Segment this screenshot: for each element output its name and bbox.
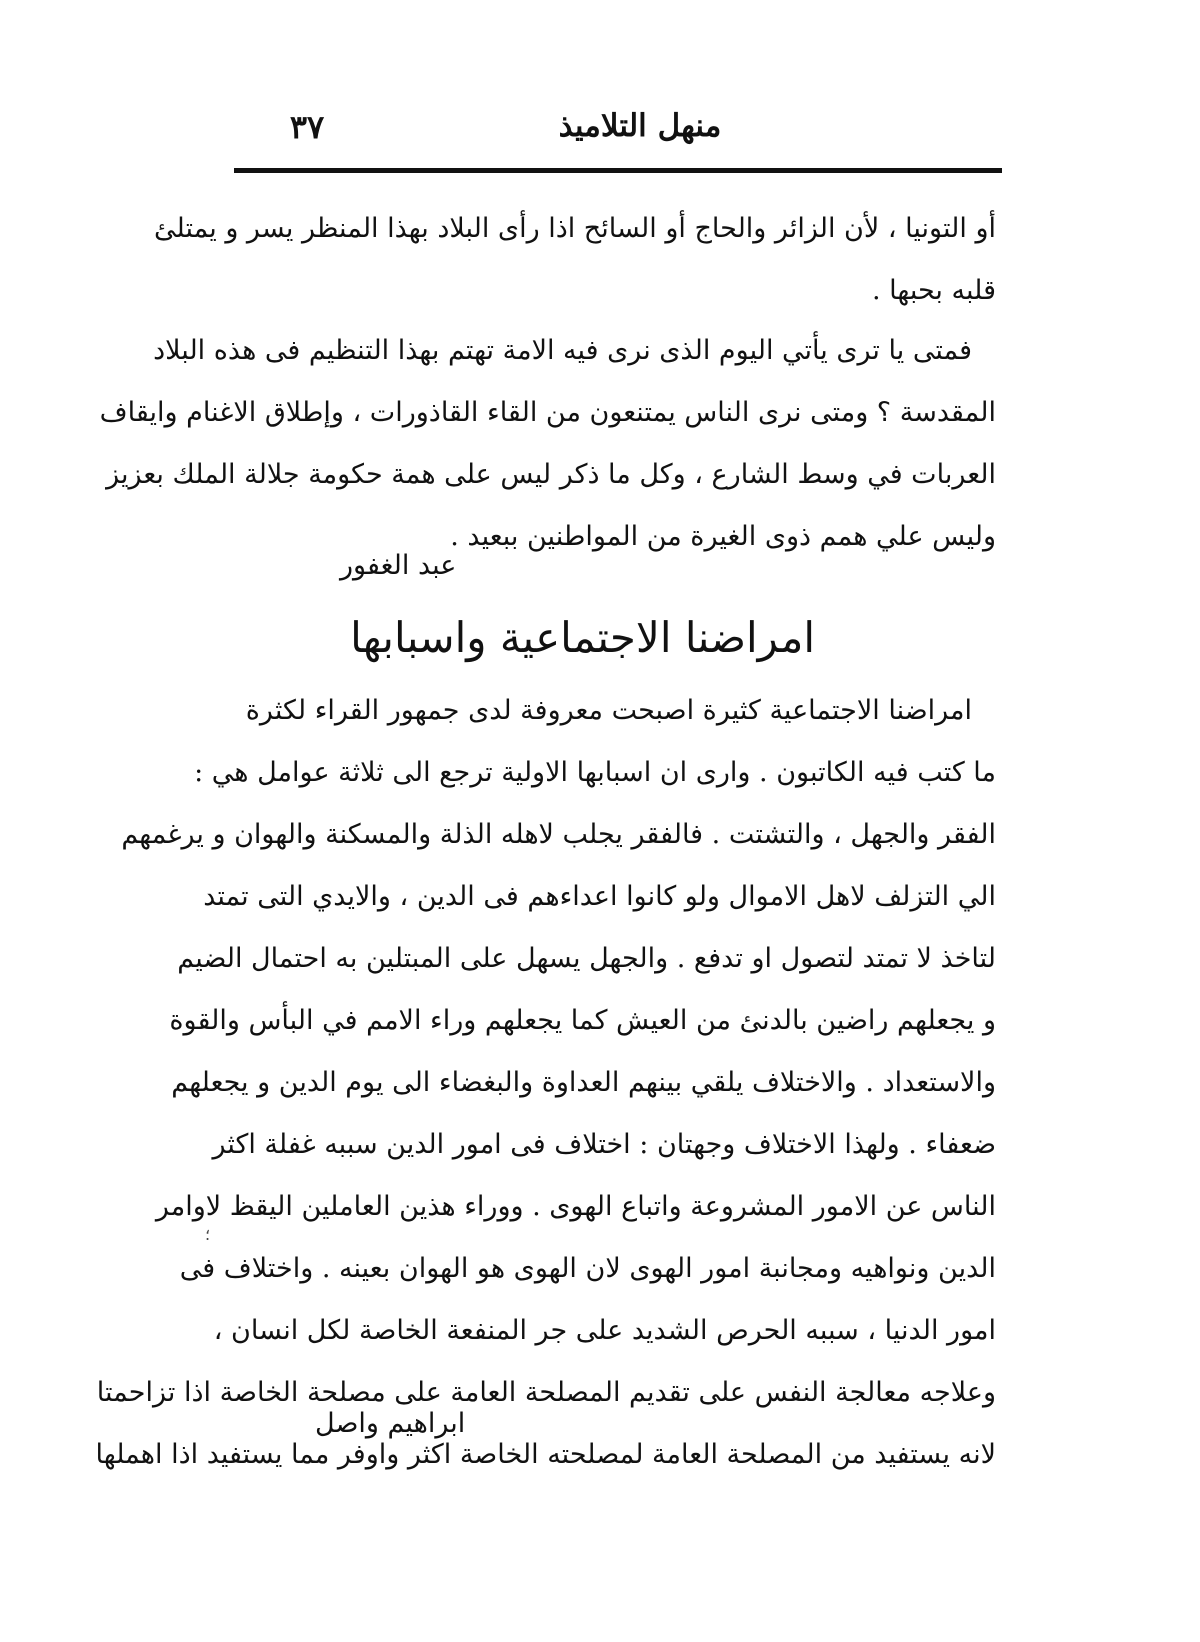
article-title: امراضنا الاجتماعية واسبابها	[350, 613, 815, 662]
article-body	[95, 680, 996, 1486]
text-line: ما كتب فيه الكاتبون . وارى ان اسبابها الاولية ترجع الى ثلاثة عوامل هي :	[194, 757, 996, 788]
page-number: ٣٧	[289, 108, 325, 146]
second-paragraph	[99, 320, 996, 568]
text-line: الي التزلف لاهل الاموال ولو كانوا اعداءهم فى الدين ، والايدي التى تمتد	[203, 881, 996, 912]
text-line: امراضنا الاجتماعية كثيرة اصبحت معروفة لدى جمهور القراء لكثرة	[245, 695, 972, 726]
text-line: والاستعداد . والاختلاف يلقي بينهم العداوة والبغضاء الى يوم الدين و يجعلهم	[171, 1067, 996, 1098]
text-line: لانه يستفيد من المصلحة العامة لمصلحته الخاصة اكثر واوفر مما يستفيد اذا اهملها	[95, 1439, 996, 1470]
continuation-paragraph	[154, 198, 996, 322]
author-signature-ibrahim: ابراهيم واصل	[315, 1408, 466, 1439]
text-line: فمتى يا ترى يأتي اليوم الذى نرى فيه الامة تهتم بهذا التنظيم فى هذه البلاد	[153, 335, 972, 366]
text-line: ضعفاء . ولهذا الاختلاف وجهتان : اختلاف فى امور الدين سببه غفلة اكثر	[212, 1129, 996, 1160]
margin-mark: ؛	[205, 1225, 211, 1244]
text-line: الناس عن الامور المشروعة واتباع الهوى . ووراء هذين العاملين اليقظ لاوامر	[155, 1191, 996, 1222]
text-line: لتاخذ لا تمتد لتصول او تدفع . والجهل يسهل على المبتلين به احتمال الضيم	[177, 943, 996, 974]
text-line: أو التونيا ، لأن الزائر والحاج أو السائح اذا رأى البلاد بهذا المنظر يسر و يمتلئ	[154, 213, 996, 244]
text-line: وليس علي همم ذوى الغيرة من المواطنين ببعيد .	[450, 521, 996, 552]
text-line: الدين ونواهيه ومجانبة امور الهوى لان الهوى هو الهوان بعينه . واختلاف فى	[179, 1253, 996, 1284]
text-line: المقدسة ؟ ومتى نرى الناس يمتنعون من القاء القاذورات ، وإطلاق الاغنام وايقاف	[99, 397, 996, 428]
text-line: الفقر والجهل ، والتشتت . فالفقر يجلب لاهله الذلة والمسكنة والهوان و يرغمهم	[121, 819, 996, 850]
text-line: قلبه بحبها .	[872, 275, 996, 306]
text-line: امور الدنيا ، سببه الحرص الشديد على جر المنفعة الخاصة لكل انسان ،	[213, 1315, 996, 1346]
header-rule	[234, 168, 1002, 173]
text-line: العربات في وسط الشارع ، وكل ما ذكر ليس على همة حكومة جلالة الملك بعزيز	[106, 459, 996, 490]
text-line: وعلاجه معالجة النفس على تقديم المصلحة العامة على مصلحة الخاصة اذا تزاحمتا	[96, 1377, 996, 1408]
running-header-title: منهل التلاميذ	[558, 108, 722, 144]
text-line: و يجعلهم راضين بالدنئ من العيش كما يجعلهم وراء الامم في البأس والقوة	[169, 1005, 996, 1036]
author-signature-abdulghafoor: عبد الغفور	[340, 550, 457, 581]
